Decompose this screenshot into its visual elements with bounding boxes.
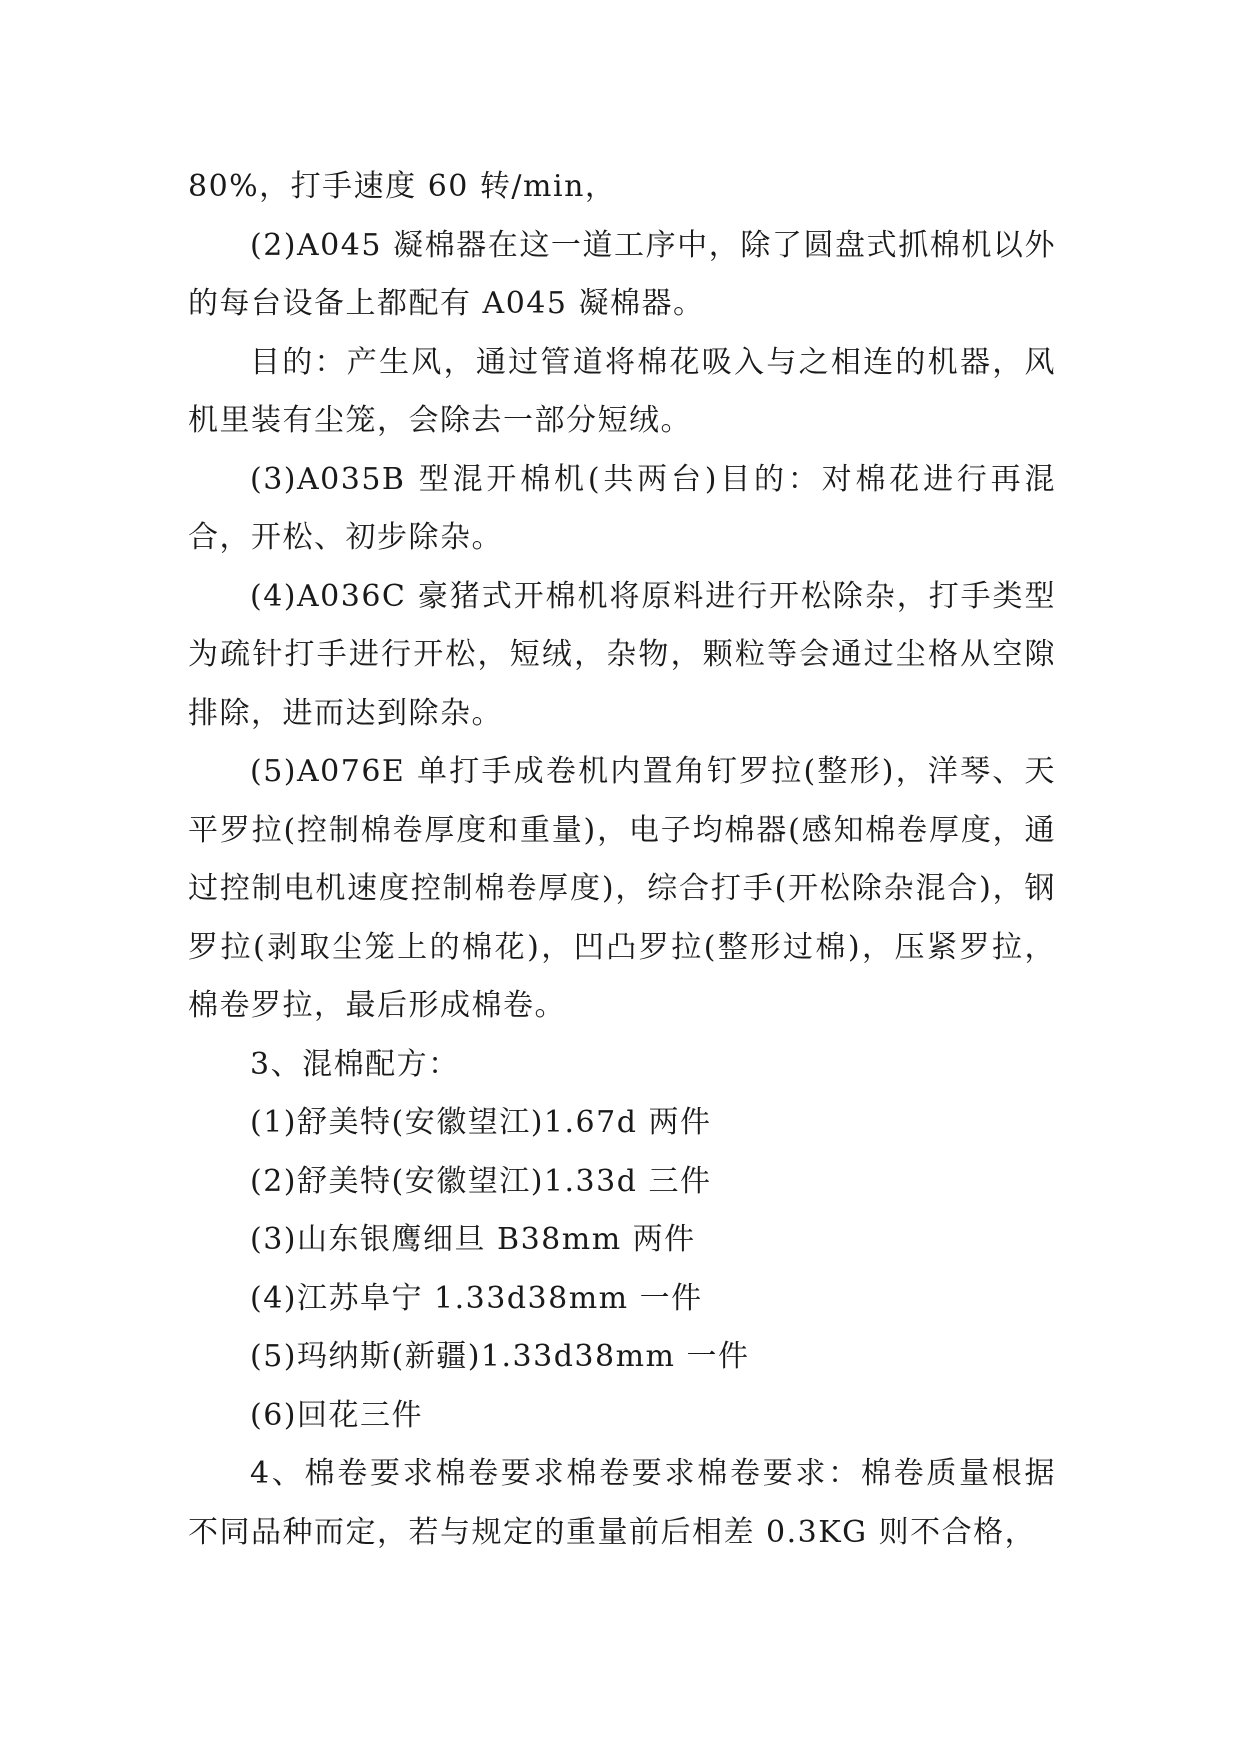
list-item: (2)舒美特(安徽望江)1.33d 三件 xyxy=(250,1163,712,1199)
paragraph-condenser: (2)A045 凝棉器在这一道工序中，除了圆盘式抓棉机以外的每台设备上都配有 A045 凝棉器。 xyxy=(188,227,1056,321)
paragraph-purpose: 目的：产生风，通过管道将棉花吸入与之相连的机器，风机里装有尘笼，会除去一部分短绒。 xyxy=(188,344,1056,438)
list-item: (5)玛纳斯(新疆)1.33d38mm 一件 xyxy=(250,1339,750,1374)
section-heading-blend-recipe: 3、混棉配方： xyxy=(250,1046,460,1082)
paragraph-mixing-opener: (3)A035B 型混开棉机(共两台)目的：对棉花进行再混合，开松、初步除杂。 xyxy=(188,461,1056,555)
paragraph-continuation: 80%，打手速度 60 转/min， xyxy=(188,169,617,204)
list-item: (1)舒美特(安徽望江)1.67d 两件 xyxy=(250,1105,712,1140)
list-item: (3)山东银鹰细旦 B38mm 两件 xyxy=(250,1222,696,1257)
paragraph-lap-machine: (5)A076E 单打手成卷机内置角钉罗拉(整形)，洋琴、天平罗拉(控制棉卷厚度和重量)，电子均棉器(感知棉卷厚度，通过控制电机速度控制棉卷厚度)，综合打手(开松除杂混合)，钢罗拉(剥取尘笼上的棉花)，凹凸罗拉(整形过棉)，压紧罗拉，棉卷罗拉，最后形成棉卷。 xyxy=(188,754,1056,1023)
paragraph-porcupine-opener: (4)A036C 豪猪式开棉机将原料进行开松除杂，打手类型为疏针打手进行开松，短绒，杂物，颗粒等会通过尘格从空隙排除，进而达到除杂。 xyxy=(188,578,1056,731)
list-item: (4)江苏阜宁 1.33d38mm 一件 xyxy=(250,1280,703,1316)
document-body xyxy=(188,158,1056,1562)
list-item: (6)回花三件 xyxy=(250,1397,423,1433)
paragraph-lap-requirements: 4、棉卷要求棉卷要求棉卷要求棉卷要求：棉卷质量根据不同品种而定，若与规定的重量前后相差 0.3KG 则不合格， xyxy=(188,1456,1056,1550)
